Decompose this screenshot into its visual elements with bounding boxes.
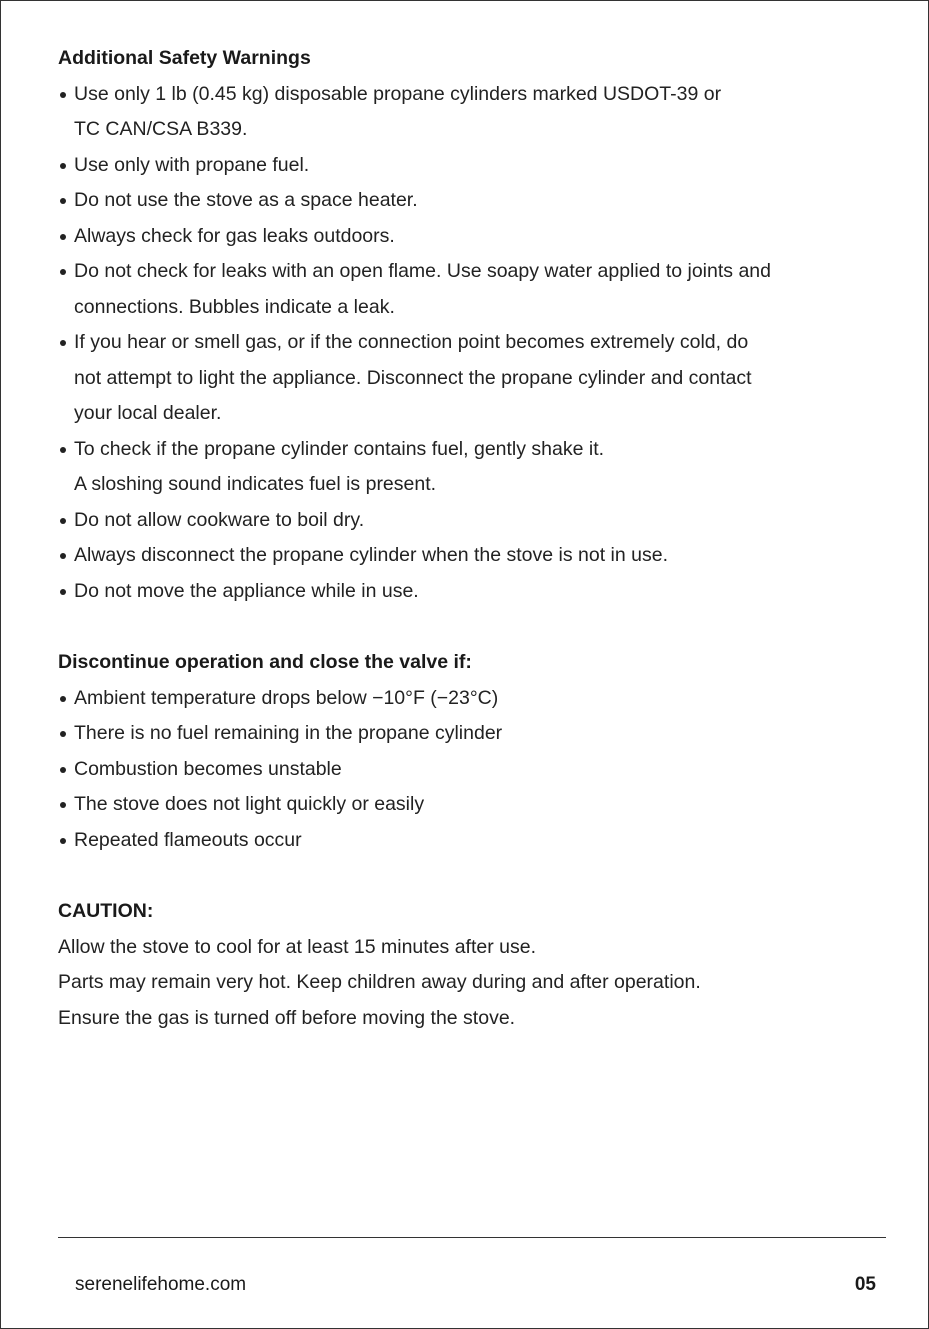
section-spacer	[58, 609, 888, 645]
bullet-icon	[60, 163, 66, 169]
list-item	[58, 574, 888, 610]
bullet-icon	[60, 447, 66, 453]
list-item-line: A sloshing sound indicates fuel is present.	[74, 473, 437, 495]
list-item-line: Repeated flameouts occur	[74, 828, 302, 851]
list-item	[58, 325, 888, 432]
list-item-line: The stove does not light quickly or easily	[74, 793, 425, 815]
bullet-icon	[60, 269, 66, 275]
list-item	[58, 823, 888, 859]
list-item-line: Do not move the appliance while in use.	[74, 579, 419, 602]
list-item-line: To check if the propane cylinder contains fuel, gently shake it.	[74, 437, 605, 460]
bullet-icon	[60, 838, 66, 844]
bullet-icon	[60, 340, 66, 346]
list-item	[58, 752, 888, 788]
list-item	[58, 432, 888, 503]
list-item-line: Do not allow cookware to boil dry.	[74, 508, 365, 531]
list-item-line: not attempt to light the appliance. Disconnect the propane cylinder and contact	[74, 366, 752, 389]
caution-line: Ensure the gas is turned off before moving the stove.	[58, 1006, 516, 1029]
bullet-icon	[60, 234, 66, 240]
bullet-icon	[60, 696, 66, 702]
list-item	[58, 77, 888, 148]
list-item-line: Do not use the stove as a space heater.	[74, 189, 418, 211]
list-item-line: If you hear or smell gas, or if the connection point becomes extremely cold, do	[74, 331, 749, 353]
list-item-line: connections. Bubbles indicate a leak.	[74, 295, 395, 318]
list-item-line: Always check for gas leaks outdoors.	[74, 224, 395, 247]
discontinue-heading: Discontinue operation and close the valve if:	[58, 651, 472, 673]
list-item	[58, 538, 888, 574]
list-item	[58, 716, 888, 752]
list-item	[58, 148, 888, 184]
section-spacer	[58, 858, 888, 894]
caution-line: Allow the stove to cool for at least 15 minutes after use.	[58, 935, 536, 958]
bullet-icon	[60, 589, 66, 595]
page-number: 05	[854, 1274, 876, 1295]
page-content	[58, 41, 888, 1036]
caution-line: Parts may remain very hot. Keep children away during and after operation.	[58, 971, 701, 993]
list-item	[58, 219, 888, 255]
bullet-icon	[60, 553, 66, 559]
list-item	[58, 681, 888, 717]
safety-warnings-list	[58, 77, 888, 610]
list-item-line: your local dealer.	[74, 402, 222, 424]
list-item-line: Combustion becomes unstable	[74, 757, 342, 780]
bullet-icon	[60, 198, 66, 204]
bullet-icon	[60, 767, 66, 773]
list-item-line: Use only 1 lb (0.45 kg) disposable propane cylinders marked USDOT-39 or	[74, 82, 722, 105]
discontinue-list	[58, 681, 888, 859]
list-item-line: There is no fuel remaining in the propane cylinder	[74, 722, 503, 744]
footer-website: serenelifehome.com	[75, 1274, 247, 1295]
safety-warnings-heading: Additional Safety Warnings	[58, 47, 311, 69]
bullet-icon	[60, 802, 66, 808]
list-item-line: Use only with propane fuel.	[74, 153, 310, 176]
list-item-line: Always disconnect the propane cylinder when the stove is not in use.	[74, 544, 669, 566]
list-item	[58, 183, 888, 219]
list-item	[58, 503, 888, 539]
list-item	[58, 787, 888, 823]
list-item-line: Ambient temperature drops below −10°F (−23°C)	[74, 686, 499, 709]
list-item-line: TC CAN/CSA B339.	[74, 118, 248, 140]
list-item-line: Do not check for leaks with an open flame. Use soapy water applied to joints and	[74, 260, 771, 282]
footer-divider	[58, 1237, 886, 1238]
bullet-icon	[60, 731, 66, 737]
bullet-icon	[60, 518, 66, 524]
list-item	[58, 254, 888, 325]
bullet-icon	[60, 92, 66, 98]
caution-heading: CAUTION:	[58, 900, 154, 922]
